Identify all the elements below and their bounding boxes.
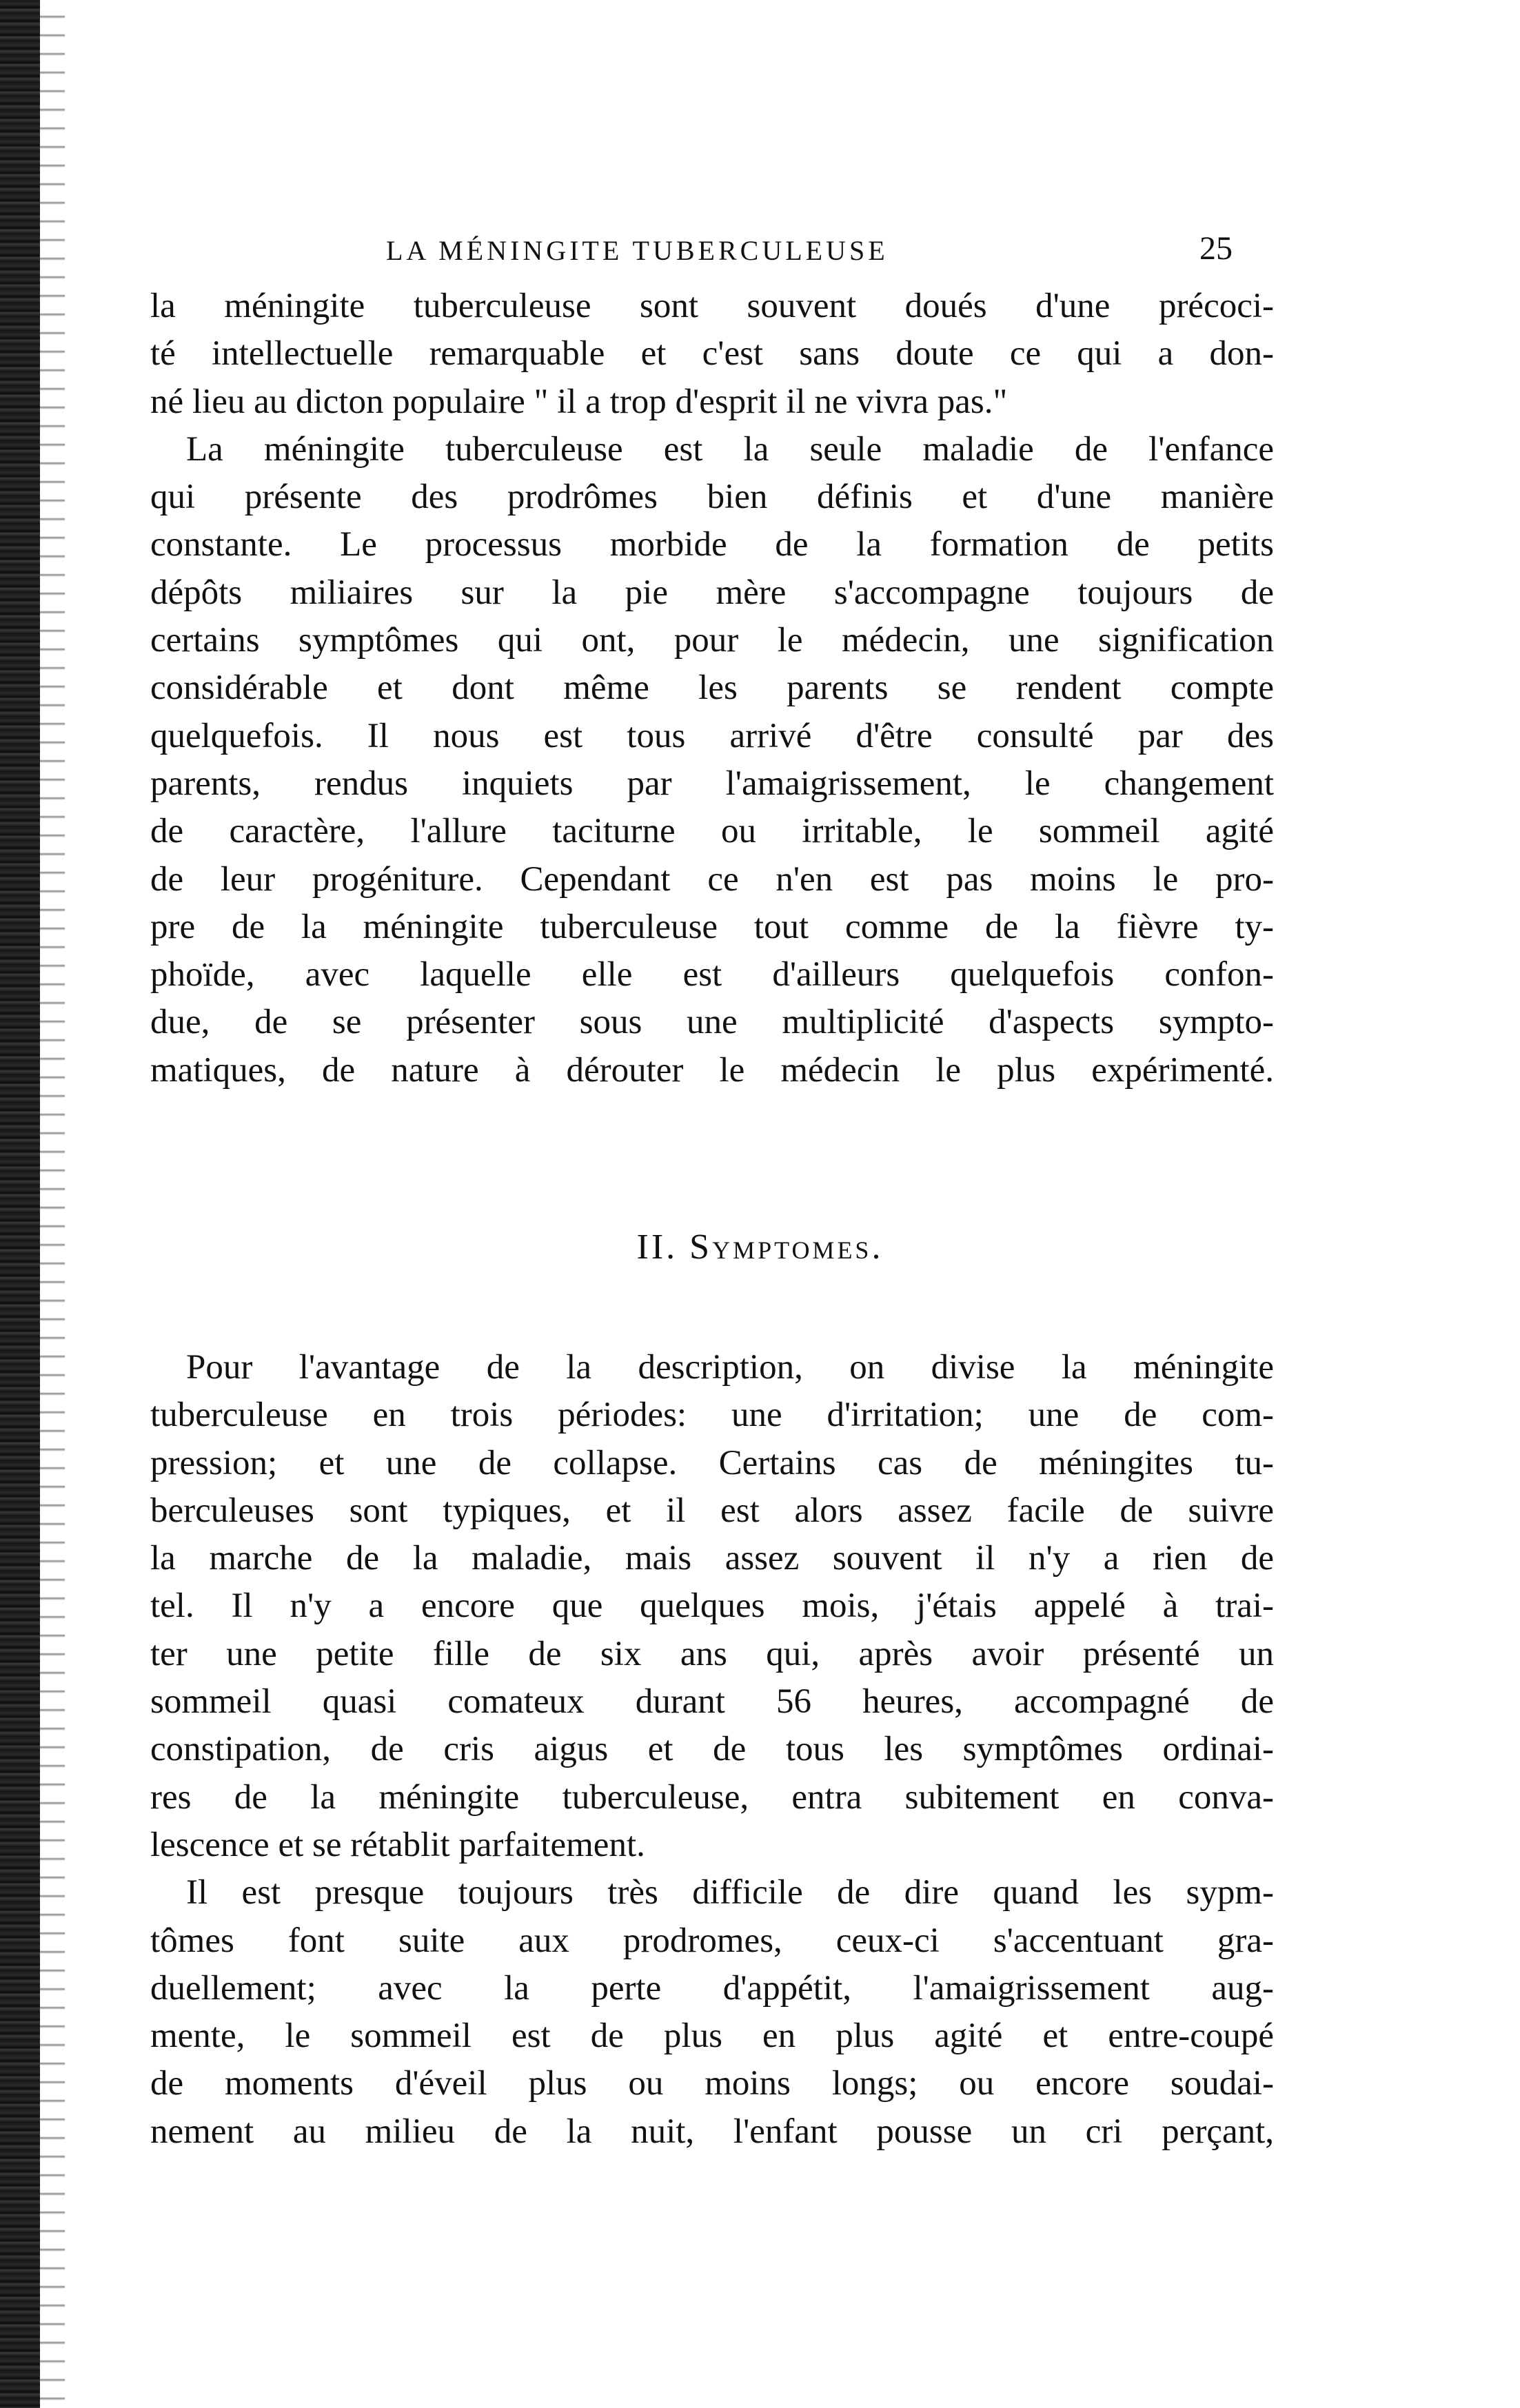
binding-speckle bbox=[40, 0, 65, 2408]
text-line: matiques, de nature à dérouter le médecin le plus expérimenté. bbox=[150, 1050, 1274, 1090]
text-line: la marche de la maladie, mais assez souvent il n'y a rien de bbox=[150, 1539, 1274, 1578]
text-line: té intellectuelle remarquable et c'est sans doute ce qui a don- bbox=[150, 334, 1274, 374]
text-line: constipation, de cris aigus et de tous les symptômes ordinai- bbox=[150, 1730, 1274, 1769]
text-line: duellement; avec la perte d'appétit, l'amaigrissement aug- bbox=[150, 1968, 1274, 2008]
text-line: pre de la méningite tuberculeuse tout comme de la fièvre ty- bbox=[150, 907, 1274, 946]
text-line: considérable et dont même les parents se rendent compte bbox=[150, 669, 1274, 708]
text-line: de leur progéniture. Cependant ce n'en est pas moins le pro- bbox=[150, 859, 1274, 899]
text-line: sommeil quasi comateux durant 56 heures, accompagné de bbox=[150, 1682, 1274, 1722]
running-head: LA MÉNINGITE TUBERCULEUSE bbox=[386, 235, 889, 266]
text-line: de moments d'éveil plus ou moins longs; ou encore soudai- bbox=[150, 2064, 1274, 2103]
text-line: res de la méningite tuberculeuse, entra subitement en conva- bbox=[150, 1777, 1274, 1817]
paragraph-block-2 bbox=[150, 1344, 1274, 2156]
text-line: constante. Le processus morbide de la formation de petits bbox=[150, 525, 1274, 564]
text-line: quelquefois. Il nous est tous arrivé d'être consulté par des bbox=[150, 716, 1274, 755]
text-line: la méningite tuberculeuse sont souvent doués d'une précoci- bbox=[150, 287, 1274, 325]
text-line: de caractère, l'allure taciturne ou irritable, le sommeil agité bbox=[150, 812, 1274, 851]
text-line: Pour l'avantage de la description, on divise la méningite bbox=[186, 1348, 1274, 1387]
text-line: tômes font suite aux prodromes, ceux-ci s'accentuant gra- bbox=[150, 1921, 1274, 1960]
paragraph-block-1 bbox=[150, 283, 1274, 1094]
text-line: phoïde, avec laquelle elle est d'ailleurs quelquefois confon- bbox=[150, 955, 1274, 994]
text-line: lescence et se rétablit parfaitement. bbox=[150, 1825, 645, 1864]
section-heading: II. Symptomes. bbox=[636, 1227, 884, 1267]
text-line: né lieu au dicton populaire " il a trop d'esprit il ne vivra pas." bbox=[150, 382, 1008, 421]
text-line: pression; et une de collapse. Certains cas de méningites tu- bbox=[150, 1443, 1274, 1482]
text-line: tel. Il n'y a encore que quelques mois, j'étais appelé à trai- bbox=[150, 1586, 1274, 1626]
text-line: Il est presque toujours très difficile de dire quand les sypm- bbox=[186, 1873, 1274, 1912]
text-line: La méningite tuberculeuse est la seule maladie de l'enfance bbox=[186, 429, 1274, 469]
binding-edge bbox=[0, 0, 40, 2408]
text-line: qui présente des prodrômes bien définis et d'une manière bbox=[150, 478, 1274, 517]
text-line: ter une petite fille de six ans qui, après avoir présenté un bbox=[150, 1634, 1274, 1673]
text-line: berculeuses sont typiques, et il est alors assez facile de suivre bbox=[150, 1491, 1274, 1530]
text-line: certains symptômes qui ont, pour le médecin, une signification bbox=[150, 621, 1274, 660]
text-line: mente, le sommeil est de plus en plus agité et entre-coupé bbox=[150, 2017, 1274, 2056]
text-line: tuberculeuse en trois périodes: une d'irritation; une de com- bbox=[150, 1396, 1274, 1435]
text-line: dépôts miliaires sur la pie mère s'accompagne toujours de bbox=[150, 573, 1274, 612]
text-line: nement au milieu de la nuit, l'enfant pousse un cri perçant, bbox=[150, 2112, 1274, 2151]
text-line: due, de se présenter sous une multiplicité d'aspects sympto- bbox=[150, 1003, 1274, 1042]
page-number: 25 bbox=[1199, 230, 1233, 267]
text-line: parents, rendus inquiets par l'amaigrissement, le changement bbox=[150, 764, 1274, 803]
